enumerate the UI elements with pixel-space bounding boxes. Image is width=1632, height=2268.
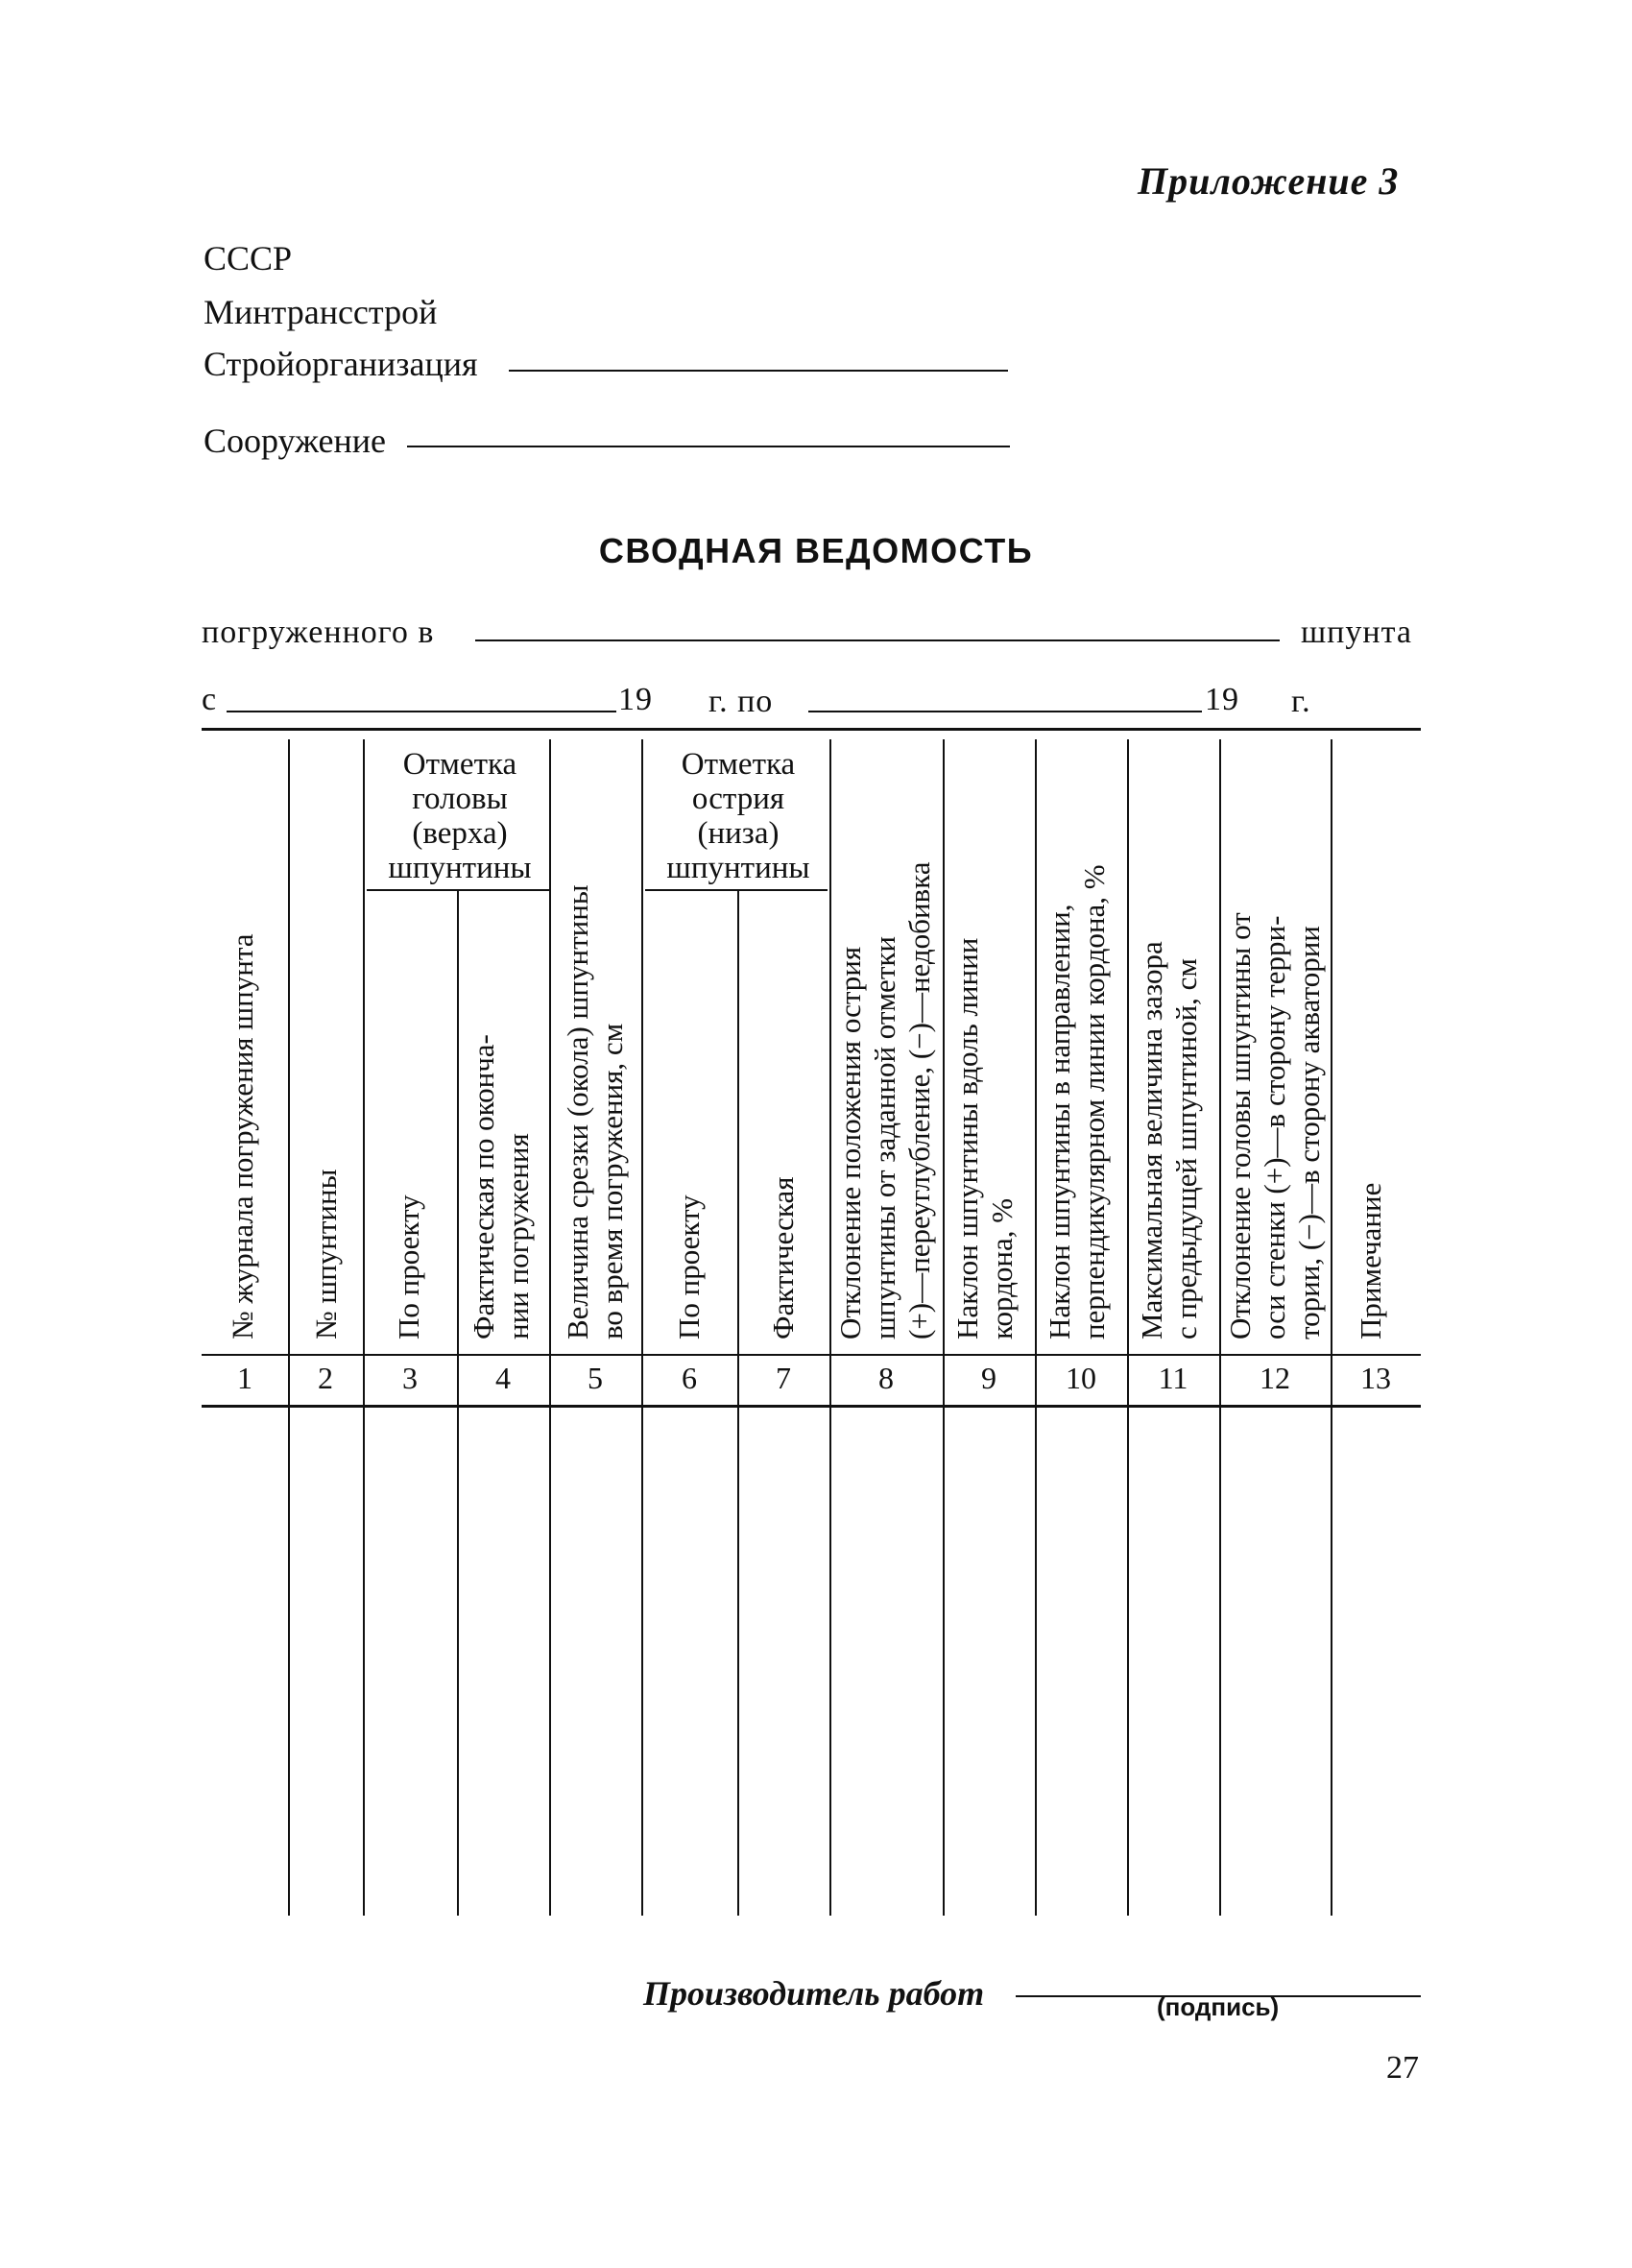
- col-header-head-design: По проекту: [392, 1194, 425, 1339]
- date-to-label: г. по: [708, 684, 774, 719]
- date-from-fill-line: [227, 711, 616, 712]
- column-divider: [288, 739, 290, 1916]
- group-header-line: шпунтины: [388, 851, 532, 885]
- signature-note: (подпись): [1157, 1992, 1280, 2021]
- column-divider: [363, 739, 365, 1916]
- col-header-line: Максимальная величина зазора: [1135, 941, 1168, 1339]
- org-ministry: Минтрансстрой: [204, 293, 438, 331]
- group-header-line: Отметка: [681, 747, 796, 782]
- col-header-note: Примечание: [1354, 1182, 1387, 1339]
- col-header-tip-design: По проекту: [672, 1194, 706, 1339]
- group-header-head-level: [367, 747, 553, 885]
- col-header-line: Отклонение головы шпунтины от: [1223, 912, 1257, 1339]
- table-header-rule: [202, 1354, 1421, 1356]
- col-number: 2: [318, 1361, 333, 1395]
- document-title: СВОДНАЯ ВЕДОМОСТЬ: [598, 531, 1034, 570]
- column-divider: [829, 739, 831, 1916]
- col-number: 9: [981, 1361, 996, 1395]
- year-suffix: г.: [1291, 684, 1311, 719]
- group-header-tip-level: [645, 747, 831, 885]
- structure-fill-line: [407, 446, 1010, 447]
- date-to-fill-line: [808, 711, 1202, 712]
- col-number: 13: [1360, 1361, 1391, 1395]
- col-header-line: кордона, %: [985, 1197, 1019, 1339]
- col-header-slope-perpendicular: [1043, 864, 1112, 1339]
- year-to: 19: [1205, 682, 1239, 717]
- group-tip-rule: [645, 889, 828, 891]
- col-number: 12: [1260, 1361, 1290, 1395]
- col-number: 3: [402, 1361, 418, 1395]
- appendix-label: Приложение 3: [1138, 159, 1400, 203]
- col-header-cut-off: [561, 884, 630, 1339]
- group-header-line: (верха): [412, 816, 508, 851]
- subtitle-sheet-pile: шпунта: [1301, 615, 1412, 650]
- column-divider: [1219, 739, 1221, 1916]
- col-header-tip-deviation: [833, 861, 937, 1339]
- col-number: 1: [237, 1361, 252, 1395]
- col-header-journal-no: № журнала погружения шпунта: [226, 933, 259, 1339]
- col-header-line: с предыдущей шпунтиной, см: [1169, 957, 1203, 1339]
- column-divider: [943, 739, 945, 1916]
- org-construction-label: Стройорганизация: [204, 345, 478, 383]
- col-header-line: Наклон шпунтины в направлении,: [1043, 904, 1076, 1339]
- col-header-line: (+)—переуглубление, (−)—недобивка: [902, 861, 936, 1339]
- col-header-max-gap: [1135, 941, 1204, 1339]
- col-number: 7: [776, 1361, 791, 1395]
- table-top-rule: [202, 728, 1421, 731]
- group-header-line: головы: [412, 782, 508, 816]
- col-header-line: тории, (−)—в сторону акватории: [1292, 926, 1326, 1339]
- group-header-line: острия: [691, 782, 785, 816]
- col-header-line: перпендикулярном линии кордона, %: [1077, 864, 1111, 1339]
- group-header-line: Отметка: [402, 747, 517, 782]
- col-header-line: Наклон шпунтины вдоль линии: [950, 937, 984, 1339]
- org-structure-label: Сооружение: [204, 422, 386, 460]
- subtitle-submerged: погруженного в: [202, 615, 435, 650]
- col-header-head-actual: [467, 1034, 536, 1339]
- col-header-pile-no: № шпунтины: [309, 1169, 343, 1339]
- table-numbers-rule: [202, 1405, 1421, 1408]
- col-header-line: оси стенки (+)—в сторону терри-: [1258, 915, 1291, 1339]
- org-ussr: СССР: [204, 239, 293, 277]
- column-divider: [1331, 739, 1332, 1916]
- construction-org-fill-line: [509, 370, 1008, 372]
- col-header-head-deviation: [1223, 912, 1327, 1339]
- col-header-line: нии погружения: [501, 1133, 535, 1339]
- column-divider: [1127, 739, 1129, 1916]
- col-number: 6: [682, 1361, 697, 1395]
- col-number: 10: [1066, 1361, 1096, 1395]
- group-header-line: шпунтины: [666, 851, 810, 885]
- col-header-line: Отклонение положения острия: [833, 946, 867, 1339]
- column-divider: [457, 889, 459, 1916]
- col-number: 11: [1158, 1361, 1188, 1395]
- page-number: 27: [1386, 2050, 1419, 2086]
- col-header-tip-actual: Фактическая: [766, 1176, 800, 1339]
- col-number: 5: [588, 1361, 603, 1395]
- col-header-line: шпунтины от заданной отметки: [868, 935, 901, 1339]
- col-header-line: Величина срезки (окола) шпунтины: [561, 884, 594, 1339]
- column-divider: [549, 739, 551, 1916]
- col-header-slope-along: [950, 938, 1020, 1339]
- col-header-line: Фактическая по оконча-: [467, 1034, 500, 1339]
- col-header-line: во время погружения, см: [595, 1023, 629, 1339]
- foreman-label: Производитель работ: [643, 1974, 985, 2013]
- column-divider: [737, 889, 739, 1916]
- col-number: 8: [878, 1361, 894, 1395]
- subtitle-fill-line: [475, 639, 1280, 641]
- column-divider: [641, 739, 643, 1916]
- col-number: 4: [495, 1361, 511, 1395]
- year-from: 19: [618, 682, 653, 717]
- group-header-line: (низа): [697, 816, 780, 851]
- column-divider: [1035, 739, 1037, 1916]
- date-from-label: с: [202, 682, 218, 717]
